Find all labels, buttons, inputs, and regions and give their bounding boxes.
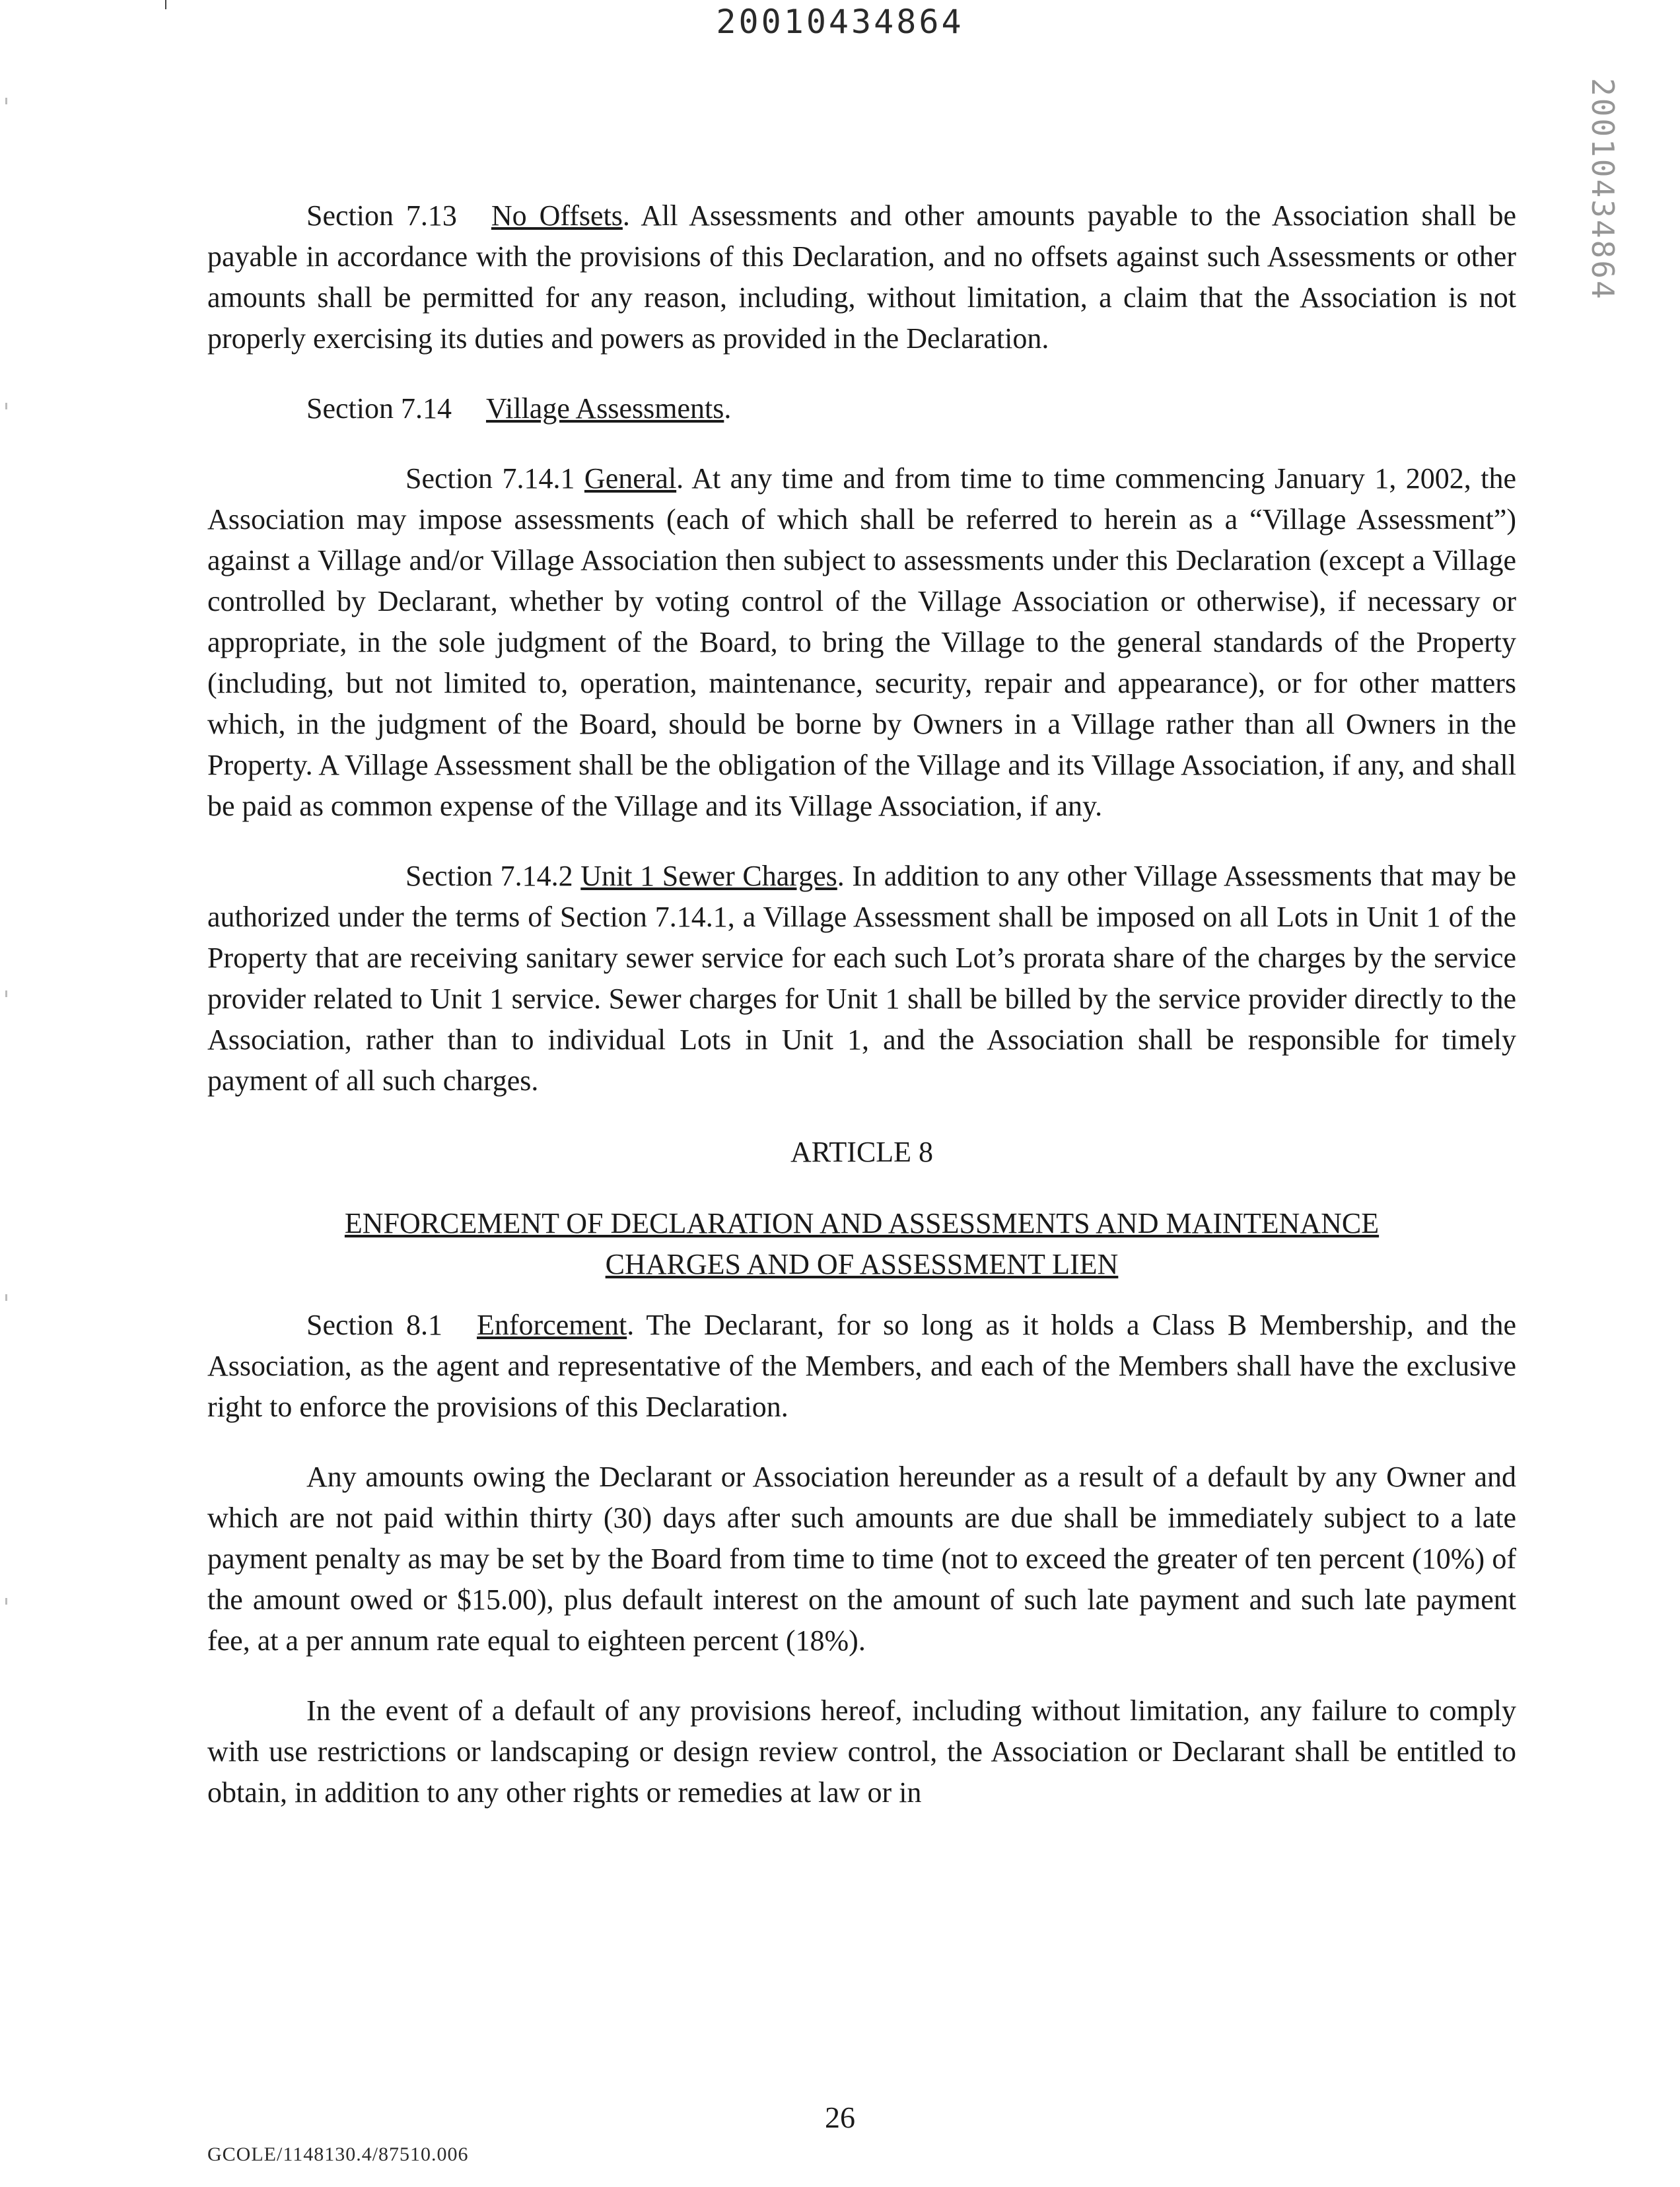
- section-7-14-punct: .: [724, 392, 732, 425]
- scan-margin-mark: [5, 1598, 7, 1605]
- section-7-14-1-title: General: [584, 462, 677, 495]
- section-7-13-body: . All Assessments and other amounts payable to the Association shall be payable in accordance with the provisions of this Declaration, and no offsets against such Assessments or other amounts shall be permitted for any reason, including, without limitation, a claim that the Association is not properly exercising its duties and powers as provided in the Declaration.: [207, 199, 1517, 355]
- section-7-14-1-body: . At any time and from time to time commencing January 1, 2002, the Association may impose assessments (each of which shall be referred to herein as a “Village Assessment”) against a Village and/or Village Association then subject to assessments under this Declaration (except a Village controlled by Declarant, whether by voting control of the Village Association or otherwise), if necessary or appropriate, in the sole judgment of the Board, to bring the Village to the general standards of the Property (including, but not limited to, operation, maintenance, security, repair and appearance), or for other matters which, in the judgment of the Board, should be borne by Owners in a Village rather than all Owners in the Property. A Village Assessment shall be the obligation of the Village and its Village Association, if any, and shall be paid as common expense of the Village and its Village Association, if any.: [207, 462, 1517, 822]
- section-7-13-label: Section 7.13: [306, 199, 457, 232]
- section-8-1-label: Section 8.1: [306, 1309, 442, 1341]
- section-7-13-paragraph: [207, 195, 1516, 359]
- section-7-14-label: Section 7.14: [306, 392, 452, 425]
- section-7-14-2-label: Section 7.14.2: [405, 860, 573, 892]
- section-8-1-body: . The Declarant, for so long as it holds a Class B Membership, and the Association, as the agent and representative of the Members, and each of the Members shall have the exclusive right to enforce the provisions of this Declaration.: [207, 1309, 1517, 1423]
- section-7-13-title: No Offsets: [491, 199, 623, 232]
- document-reference: GCOLE/1148130.4/87510.006: [207, 2143, 469, 2165]
- default-remedies-paragraph: In the event of a default of any provisions hereof, including without limitation, any failure to comply with use restrictions or landscaping or design review control, the Association or Declarant shall be entitled to obtain, in addition to any other rights or remedies at law or in: [207, 1694, 1516, 1809]
- section-8-1-paragraph: [207, 1305, 1516, 1428]
- page-number: 26: [825, 2100, 855, 2134]
- section-7-14-1-paragraph: [207, 458, 1516, 827]
- article-8-title-line-2: CHARGES AND OF ASSESSMENT LIEN: [605, 1248, 1119, 1280]
- section-7-14-2-title: Unit 1 Sewer Charges: [580, 860, 837, 892]
- section-7-14-1-label: Section 7.14.1: [405, 462, 575, 495]
- scan-margin-mark: [5, 98, 7, 104]
- side-recording-stamp: [1577, 78, 1632, 342]
- article-8-heading: ARTICLE 8: [790, 1136, 934, 1168]
- article-8-title-line-1: ENFORCEMENT OF DECLARATION AND ASSESSMENTS AND MAINTENANCE: [344, 1207, 1380, 1239]
- scan-margin-mark: [5, 403, 7, 409]
- section-7-14-title: Village Assessments: [485, 392, 724, 425]
- document-body: [207, 195, 1516, 1813]
- section-7-14-heading: [207, 388, 1516, 429]
- section-7-14-2-body: . In addition to any other Village Assessments that may be authorized under the terms of Section 7.14.1, a Village Assessment shall be imposed on all Lots in Unit 1 of the Property that are receiving sanitary sewer service for each such Lot’s prorata share of the charges by the service provider related to Unit 1 service. Sewer charges for Unit 1 shall be billed by the service provider directly to the Association, rather than to individual Lots in Unit 1, and the Association shall be responsible for timely payment of all such charges.: [207, 860, 1516, 1097]
- scan-margin-mark: [5, 1294, 7, 1301]
- section-7-14-2-paragraph: [207, 856, 1516, 1101]
- recording-number: 20010434864: [716, 3, 964, 41]
- section-8-1-title: Enforcement: [477, 1309, 627, 1341]
- side-stamp-text: 20010434864: [1585, 78, 1621, 301]
- late-payment-paragraph: Any amounts owing the Declarant or Association hereunder as a result of a default by any Owner and which are not paid within thirty (30) days after such amounts are due shall be immediately subject to a late payment penalty as may be set by the Board from time to time (not to exceed the greater of ten percent (10%) of the amount owed or $15.00), plus default interest on the amount of such late payment and such late payment fee, at a per annum rate equal to eighteen percent (18%).: [207, 1461, 1516, 1657]
- scan-margin-mark: [5, 990, 7, 997]
